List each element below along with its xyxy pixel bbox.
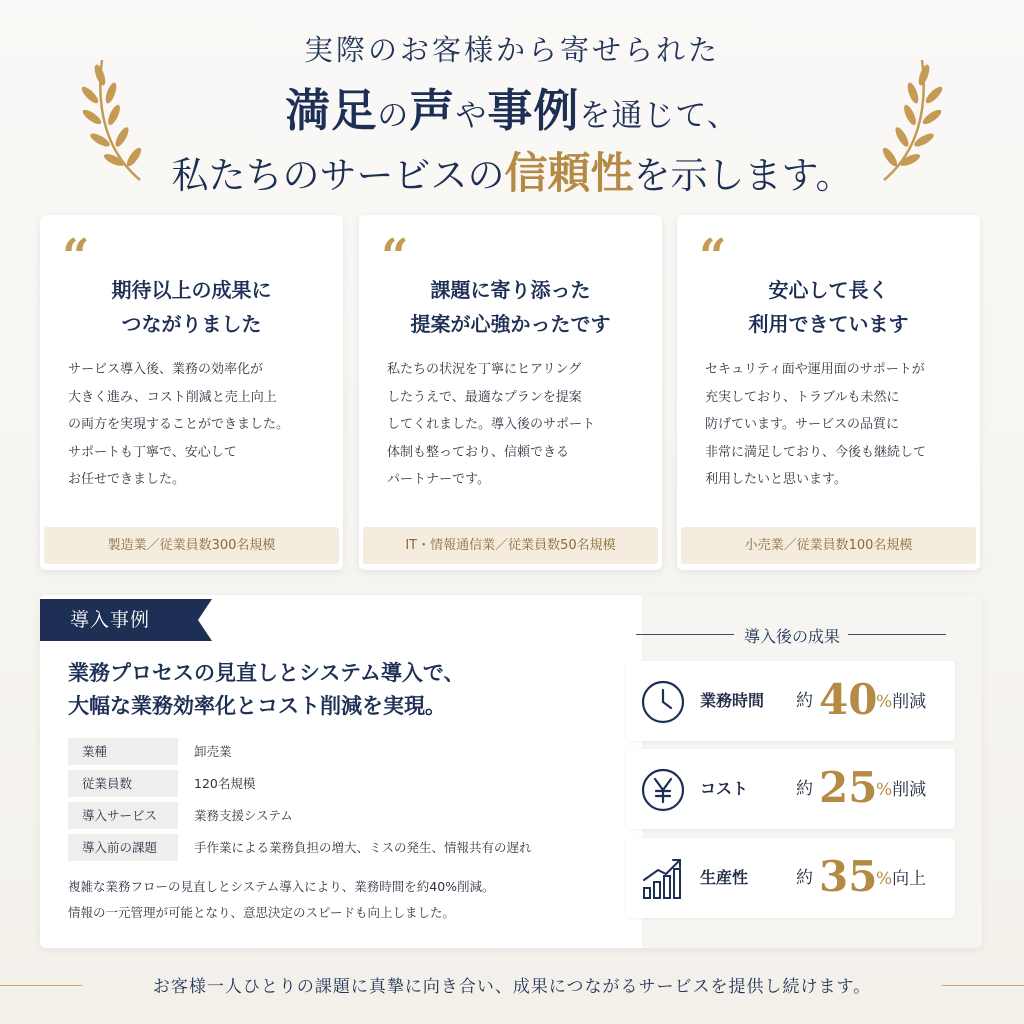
result-card-productivity: 生産性 約 35 %向上	[626, 838, 955, 918]
case-summary: 複雑な業務フローの見直しとシステム導入により、業務時間を約40%削減。 情報の一元管理が可能となり、意思決定のスピードも向上しました。	[68, 879, 495, 920]
quote-mark-icon: “	[62, 229, 90, 285]
result-value: 25	[819, 763, 878, 812]
testimonial-title: 課題に寄り添った 提案が心強かったです	[410, 278, 611, 336]
case-detail-value: 120名規模	[194, 776, 256, 791]
header-word-cases: 事例	[487, 84, 580, 137]
result-label: 生産性	[700, 868, 749, 887]
testimonial-company-tag: 小売業／従業員数100名規模	[681, 527, 976, 564]
footer-message: お客様一人ひとりの課題に真摯に向き合い、成果につながるサービスを提供し続けます。	[152, 977, 872, 997]
header-line-2: 満足の声や事例を通じて、	[285, 84, 739, 137]
results-title: 導入後の成果	[743, 627, 840, 646]
result-label: 業務時間	[700, 691, 765, 710]
header-line-3: 私たちのサービスの信頼性を示します。	[171, 149, 853, 199]
yen-icon	[640, 767, 686, 813]
header-highlight-reliability: 信頼性	[504, 149, 634, 199]
result-value: 35	[819, 852, 878, 901]
testimonial-card	[677, 215, 980, 570]
result-label: コスト	[700, 779, 749, 798]
testimonial-body: セキュリティ面や運用面のサポートが 充実しており、トラブルも未然に 防げています。サービスの品質に 非常に満足しており、今後も継続して 利用したいと思います。	[705, 362, 927, 487]
testimonial-card	[40, 215, 343, 570]
header-word-voice: 声	[409, 84, 456, 137]
growth-chart-icon	[640, 856, 686, 902]
result-value: 40	[819, 675, 878, 724]
testimonial-company-tag: IT・情報通信業／従業員数50名規模	[363, 527, 658, 564]
case-detail-value: 業務支援システム	[194, 808, 293, 823]
case-detail-value: 手作業による業務負担の増大、ミスの発生、情報共有の遅れ	[194, 840, 532, 855]
testimonial-body: 私たちの状況を丁寧にヒアリング したうえで、最適なプランを提案 してくれました。導入後のサポート 体制も整っており、信頼できる パートナーです。	[387, 362, 596, 487]
testimonial-company-tag: 製造業／従業員数300名規模	[44, 527, 339, 564]
case-detail-label: 従業員数	[68, 770, 178, 797]
case-detail-value: 卸売業	[194, 744, 232, 759]
testimonial-body: サービス導入後、業務の効率化が 大きく進み、コスト削減と売上向上 の両方を実現することができました。 サポートも丁寧で、安心して お任せできました。	[68, 362, 290, 487]
result-card-work-time: 業務時間 約 40 %削減	[626, 661, 955, 741]
testimonial-card	[359, 215, 662, 570]
case-detail-label: 業種	[68, 738, 178, 765]
case-ribbon-label: 導入事例	[70, 609, 151, 631]
case-detail-label: 導入サービス	[68, 802, 178, 829]
case-headline: 業務プロセスの見直しとシステム導入で、 大幅な業務効率化とコスト削減を実現。	[68, 660, 465, 718]
quote-mark-icon: “	[381, 229, 409, 285]
testimonial-title: 期待以上の成果に つながりました	[111, 278, 272, 336]
clock-icon	[640, 679, 686, 725]
case-detail-label: 導入前の課題	[68, 834, 178, 861]
testimonial-title: 安心して長く 利用できています	[748, 278, 909, 336]
quote-mark-icon: “	[699, 229, 727, 285]
result-card-cost: コスト 約 25 %削減	[626, 749, 955, 829]
header-word-satisfaction: 満足	[285, 84, 378, 137]
header-line-1: 実際のお客様から寄せられた	[303, 33, 720, 67]
